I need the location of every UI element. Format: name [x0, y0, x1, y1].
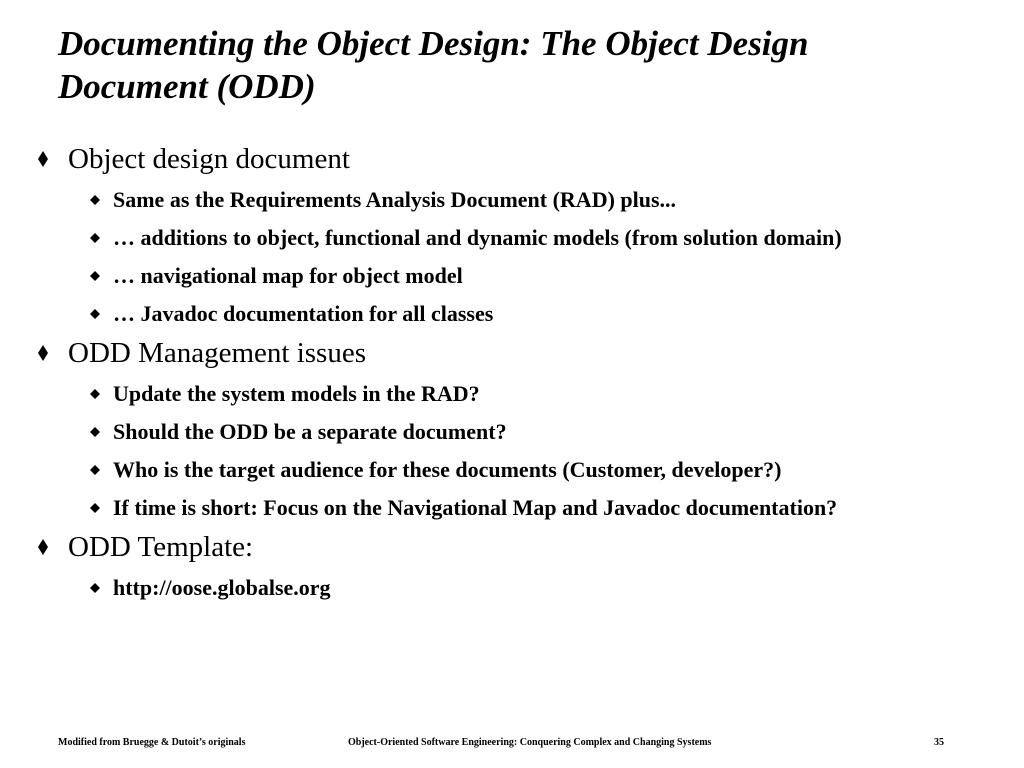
bullet-text: ODD Template:	[68, 531, 254, 563]
slide-content	[38, 142, 998, 602]
sub-bullet-text: If time is short: Focus on the Navigational Map and Javadoc documentation?	[113, 495, 838, 520]
page-number: 35	[934, 737, 944, 748]
diamond-bullet-icon	[38, 345, 48, 361]
sub-bullet-item	[38, 300, 998, 328]
diamond-bullet-icon	[90, 389, 100, 399]
sub-bullet-text: Same as the Requirements Analysis Document (RAD) plus...	[113, 187, 677, 212]
bullet-text: Object design document	[68, 143, 350, 175]
sub-bullet-item	[38, 494, 998, 522]
diamond-bullet-icon	[90, 309, 100, 319]
sub-bullet-text: … navigational map for object model	[113, 263, 463, 288]
sub-bullet-item	[38, 186, 998, 214]
diamond-bullet-icon	[90, 465, 100, 475]
diamond-bullet-icon	[38, 151, 48, 167]
bullet-item-odd-management-issues	[38, 336, 998, 370]
diamond-bullet-icon	[90, 503, 100, 513]
diamond-bullet-icon	[90, 195, 100, 205]
footer-course-title: Object-Oriented Software Engineering: Conquering Complex and Changing Systems	[348, 737, 712, 748]
footer-attribution: Modified from Bruegge & Dutoit’s originals	[58, 737, 246, 748]
diamond-bullet-icon	[90, 271, 100, 281]
sub-bullet-item	[38, 380, 998, 408]
bullet-item-object-design-document	[38, 142, 998, 176]
sub-bullet-item	[38, 456, 998, 484]
sub-bullet-text: Should the ODD be a separate document?	[113, 419, 507, 444]
sub-bullet-item	[38, 418, 998, 446]
slide-title: Documenting the Object Design: The Object Design Document (ODD)	[58, 24, 809, 106]
diamond-bullet-icon	[90, 583, 100, 593]
sub-bullet-item-url[interactable]	[38, 574, 998, 602]
template-url-link[interactable]: http://oose.globalse.org	[113, 575, 331, 600]
diamond-bullet-icon	[90, 233, 100, 243]
sub-bullet-text: Update the system models in the RAD?	[113, 381, 480, 406]
sub-bullet-item	[38, 262, 998, 290]
sub-bullet-text: Who is the target audience for these documents (Customer, developer?)	[113, 457, 782, 482]
sub-bullet-text: … additions to object, functional and dynamic models (from solution domain)	[113, 225, 842, 250]
sub-bullet-item	[38, 224, 998, 252]
diamond-bullet-icon	[90, 427, 100, 437]
diamond-bullet-icon	[38, 539, 48, 555]
bullet-text: ODD Management issues	[68, 337, 367, 369]
bullet-item-odd-template	[38, 530, 998, 564]
sub-bullet-text: … Javadoc documentation for all classes	[113, 301, 494, 326]
